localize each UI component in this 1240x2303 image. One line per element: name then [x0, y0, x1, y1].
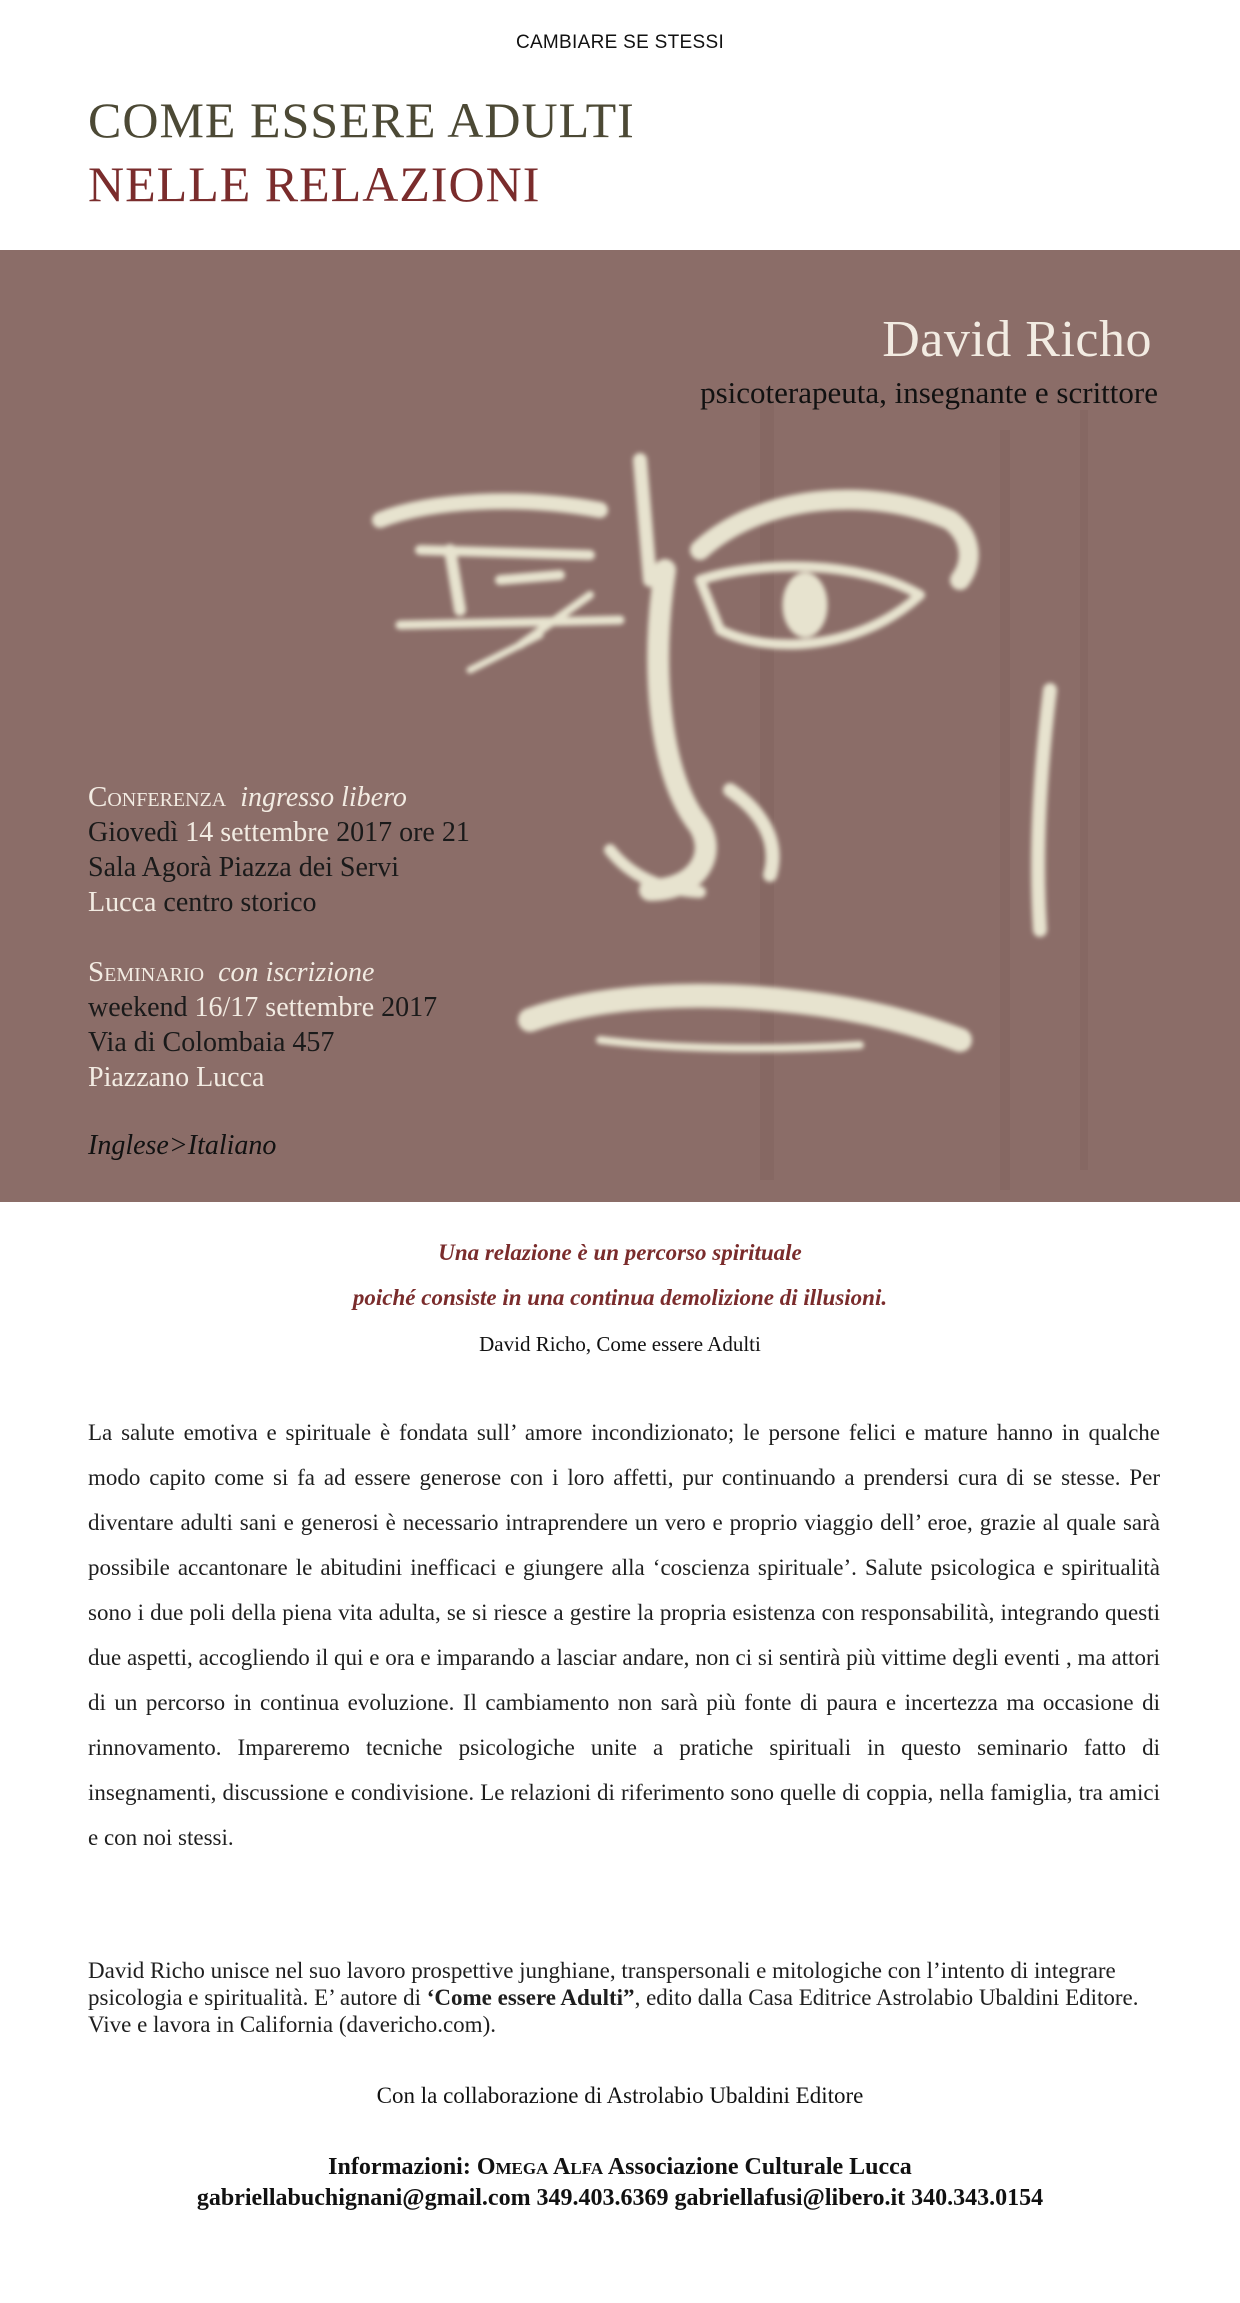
seminar-date-highlight: 16/17 settembre: [194, 992, 375, 1023]
bio-part-2: , edito dalla Casa Editrice Astrolabio Ubaldini Editore. Vive e lavora in California (davericho.com).: [88, 1985, 1139, 2037]
seminar-date: [88, 990, 437, 1025]
conference-city-highlight: Lucca: [88, 887, 157, 918]
kicker: CAMBIARE SE STESSI: [515, 32, 725, 53]
author-bio: [88, 1957, 1160, 2038]
info-org-rest: Associazione Culturale Lucca: [607, 2154, 912, 2180]
conference-venue: Sala Agorà Piazza dei Servi: [88, 852, 400, 883]
contact-info: [0, 2152, 1240, 2214]
conference-city-suffix: centro storico: [163, 887, 317, 918]
quote-line-2: poiché consiste in una continua demolizione di illusioni.: [352, 1285, 888, 1310]
speaker-name: David Richo: [882, 311, 1152, 368]
seminar-date-suffix: 2017: [381, 992, 438, 1023]
title-line-2: NELLE RELAZIONI: [88, 156, 541, 212]
conference-date: [88, 815, 470, 850]
info-org-name: Omega Alfa: [476, 2154, 604, 2180]
conference-date-prefix: Giovedì: [88, 817, 179, 848]
conference-label: Conferenza: [88, 781, 227, 813]
bio-book-title: ‘Come essere Adulti”: [426, 1985, 635, 2010]
page-title: [88, 88, 635, 216]
info-heading: [0, 2152, 1240, 2183]
language-note: Inglese>Italiano: [88, 1130, 277, 1161]
conference-city: [88, 885, 470, 920]
conference-date-suffix: 2017 ore 21: [336, 817, 470, 848]
seminar-note: con iscrizione: [218, 957, 375, 988]
seminar-place: Piazzano Lucca: [88, 1062, 265, 1093]
conference-info: [88, 780, 470, 920]
hero-banner: [0, 250, 1240, 1202]
speaker-role: psicoterapeuta, insegnante e scrittore: [700, 375, 1158, 410]
title-line-1: COME ESSERE ADULTI: [88, 92, 635, 148]
bio-part-1: David Richo unisce nel suo lavoro prospettive junghiane, transpersonali e mitologiche con l’intento di integrare psicologia e spiritualità. E’ autore di: [88, 1958, 1116, 2010]
quote-line-1: Una relazione è un percorso spirituale: [438, 1240, 802, 1265]
seminar-label: Seminario: [88, 956, 205, 988]
seminar-heading: [88, 955, 437, 990]
collaboration-note: Con la collaborazione di Astrolabio Ubaldini Editore: [376, 2083, 864, 2108]
info-label: Informazioni:: [328, 2154, 471, 2180]
seminar-info: [88, 955, 437, 1095]
seminar-date-prefix: weekend: [88, 992, 188, 1023]
quote-source: David Richo, Come essere Adulti: [479, 1332, 761, 1356]
conference-heading: [88, 780, 470, 815]
conference-note: ingresso libero: [240, 782, 407, 813]
description-paragraph: La salute emotiva e spirituale è fondata sull’ amore incondizionato; le persone felici e mature hanno in qualche modo capito come si fa ad essere generose con i loro affetti, pur continuando a prendersi cura di se stesse. Per diventare adulti sani e generosi è necessario intraprendere un vero e proprio viaggio dell’ eroe, grazie al quale sarà possibile accantonare le abitudini inefficaci e giungere alla ‘coscienza spirituale’. Salute psicologica e spiritualità sono i due poli della piena vita adulta, se si riesce a gestire la propria esistenza con responsabilità, integrando questi due aspetti, accogliendo il qui e ora e imparando a lasciar andare, non ci si sentirà più vittime degli eventi , ma attori di un percorso in continua evoluzione. Il cambiamento non sarà più fonte di paura e incertezza ma occasione di rinnovamento. Impareremo tecniche psicologiche unite a pratiche spirituali in questo seminario fatto di insegnamenti, discussione e condivisione. Le relazioni di riferimento sono quelle di coppia, nella famiglia, tra amici e con noi stessi.: [88, 1420, 1160, 1850]
seminar-address: Via di Colombaia 457: [88, 1027, 335, 1058]
conference-date-highlight: 14 settembre: [185, 817, 330, 848]
info-contacts: gabriellabuchignani@gmail.com 349.403.6369 gabriellafusi@libero.it 340.343.0154: [196, 2185, 1044, 2211]
